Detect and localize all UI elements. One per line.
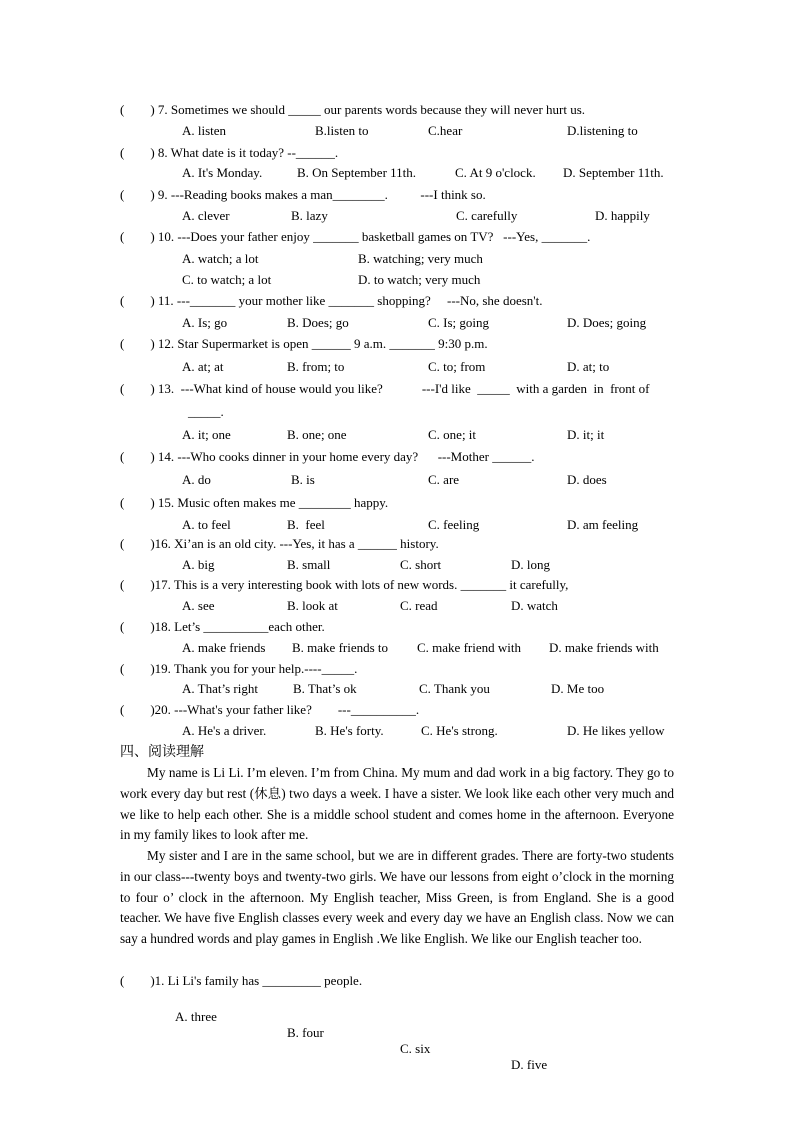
question-12: ( ) 12. Star Supermarket is open ______ 9 a.m. _______ 9:30 p.m. — [120, 336, 488, 351]
option-d: D. happily — [595, 208, 650, 223]
option-d: D. five — [511, 1057, 548, 1072]
reading-paragraph-1: My name is Li Li. I’m eleven. I’m from China. My mum and dad work in a big factory. They go to work every day but rest (休息) two days a week. I have a sister. We look like each other very much and we like to help each other. She is a middle school student and comes home in the afternoon. Everyone in my family likes to look after me. — [120, 765, 674, 843]
option-b: B. small — [287, 557, 331, 572]
option-a: A. listen — [182, 123, 227, 138]
option-d: D. long — [511, 557, 550, 572]
question-8: ( ) 8. What date is it today? --______. — [120, 145, 339, 160]
option-c: C. At 9 o'clock. — [455, 165, 536, 180]
option-d: D. Me too — [551, 681, 605, 696]
option-d: D. make friends with — [549, 640, 659, 655]
option-c: C. Thank you — [419, 681, 490, 696]
option-b: B. look at — [287, 598, 338, 613]
option-b: B. one; one — [287, 427, 347, 442]
option-a: A. He's a driver. — [182, 723, 267, 738]
option-a: A. three — [175, 1009, 217, 1024]
option-b: B. make friends to — [292, 640, 389, 655]
reading-question-1-options — [175, 993, 595, 1089]
option-b: B. from; to — [287, 359, 345, 374]
option-a: A. to feel — [182, 517, 231, 532]
option-b: B. is — [291, 472, 315, 487]
option-d: D. September 11th. — [563, 165, 664, 180]
option-c: C. one; it — [428, 427, 477, 442]
option-a: A. make friends — [182, 640, 266, 655]
option-b: B. watching; very much — [358, 251, 483, 266]
question-16: ( )16. Xi’an is an old city. ---Yes, it has a ______ history. — [120, 536, 439, 551]
option-a: A. clever — [182, 208, 230, 223]
question-14: ( ) 14. ---Who cooks dinner in your home every day? ---Mother ______. — [120, 449, 535, 464]
question-7: ( ) 7. Sometimes we should _____ our parents words because they will never hurt us. — [120, 102, 586, 117]
option-d: D. am feeling — [567, 517, 639, 532]
option-c: C. six — [400, 1041, 431, 1056]
question-18: ( )18. Let’s __________each other. — [120, 619, 325, 634]
option-b: B. lazy — [291, 208, 328, 223]
reading-question-1: ( )1. Li Li's family has _________ people. — [120, 973, 363, 988]
option-a: A. Is; go — [182, 315, 228, 330]
question-11: ( ) 11. ---_______ your mother like _______ shopping? ---No, she doesn't. — [120, 293, 543, 308]
question-13: ( ) 13. ---What kind of house would you like? ---I'd like _____ with a garden in front of — [120, 381, 650, 396]
option-b: B. four — [287, 1025, 324, 1040]
option-c: C. are — [428, 472, 460, 487]
question-17: ( )17. This is a very interesting book with lots of new words. _______ it carefully, — [120, 577, 569, 592]
option-c: C. to; from — [428, 359, 486, 374]
option-a: A. That’s right — [182, 681, 258, 696]
option-a: A. it; one — [182, 427, 231, 442]
section-heading: 四、阅读理解 — [120, 744, 204, 760]
option-b: B. That’s ok — [293, 681, 357, 696]
option-d: D. Does; going — [567, 315, 647, 330]
option-b: B. feel — [287, 517, 325, 532]
question-13-continuation: _____. — [188, 404, 224, 419]
option-c: C. feeling — [428, 517, 480, 532]
option-c: C. Is; going — [428, 315, 490, 330]
question-15: ( ) 15. Music often makes me ________ happy. — [120, 495, 389, 510]
question-20: ( )20. ---What's your father like? ---__________. — [120, 702, 420, 717]
option-a: A. at; at — [182, 359, 224, 374]
option-d: D. at; to — [567, 359, 610, 374]
reading-paragraph-2: My sister and I are in the same school, but we are in different grades. There are forty-two students in our class---twenty boys and twenty-two girls. We have our lessons from eight o’clock in the morning to four o’ clock in the afternoon. My English teacher, Miss Green, is from England. She is a good teacher. We have five English classes every week and every day we have an English class. Now we can say a hundred words and play games in English .We like English. We like our English teacher too. — [120, 848, 674, 947]
question-10: ( ) 10. ---Does your father enjoy _______ basketball games on TV? ---Yes, _______. — [120, 229, 591, 244]
option-a: A. big — [182, 557, 215, 572]
option-c: C. He's strong. — [421, 723, 498, 738]
option-d: D. it; it — [567, 427, 605, 442]
option-a: A. watch; a lot — [182, 251, 259, 266]
option-a: A. It's Monday. — [182, 165, 263, 180]
option-b: B. On September 11th. — [297, 165, 417, 180]
option-d: D.listening to — [567, 123, 638, 138]
option-c: C. carefully — [456, 208, 518, 223]
question-19: ( )19. Thank you for your help.----_____. — [120, 661, 358, 676]
option-a: A. do — [182, 472, 211, 487]
option-c: C.hear — [428, 123, 463, 138]
question-9: ( ) 9. ---Reading books makes a man________. ---I think so. — [120, 187, 486, 202]
option-b: B. He's forty. — [315, 723, 384, 738]
option-d: D. to watch; very much — [358, 272, 481, 287]
option-b: B. Does; go — [287, 315, 349, 330]
option-c: C. make friend with — [417, 640, 521, 655]
option-d: D. watch — [511, 598, 558, 613]
option-c: C. read — [400, 598, 438, 613]
option-d: D. does — [567, 472, 607, 487]
option-c: C. short — [400, 557, 442, 572]
option-c: C. to watch; a lot — [182, 272, 272, 287]
option-b: B.listen to — [315, 123, 369, 138]
option-d: D. He likes yellow — [567, 723, 665, 738]
option-a: A. see — [182, 598, 215, 613]
